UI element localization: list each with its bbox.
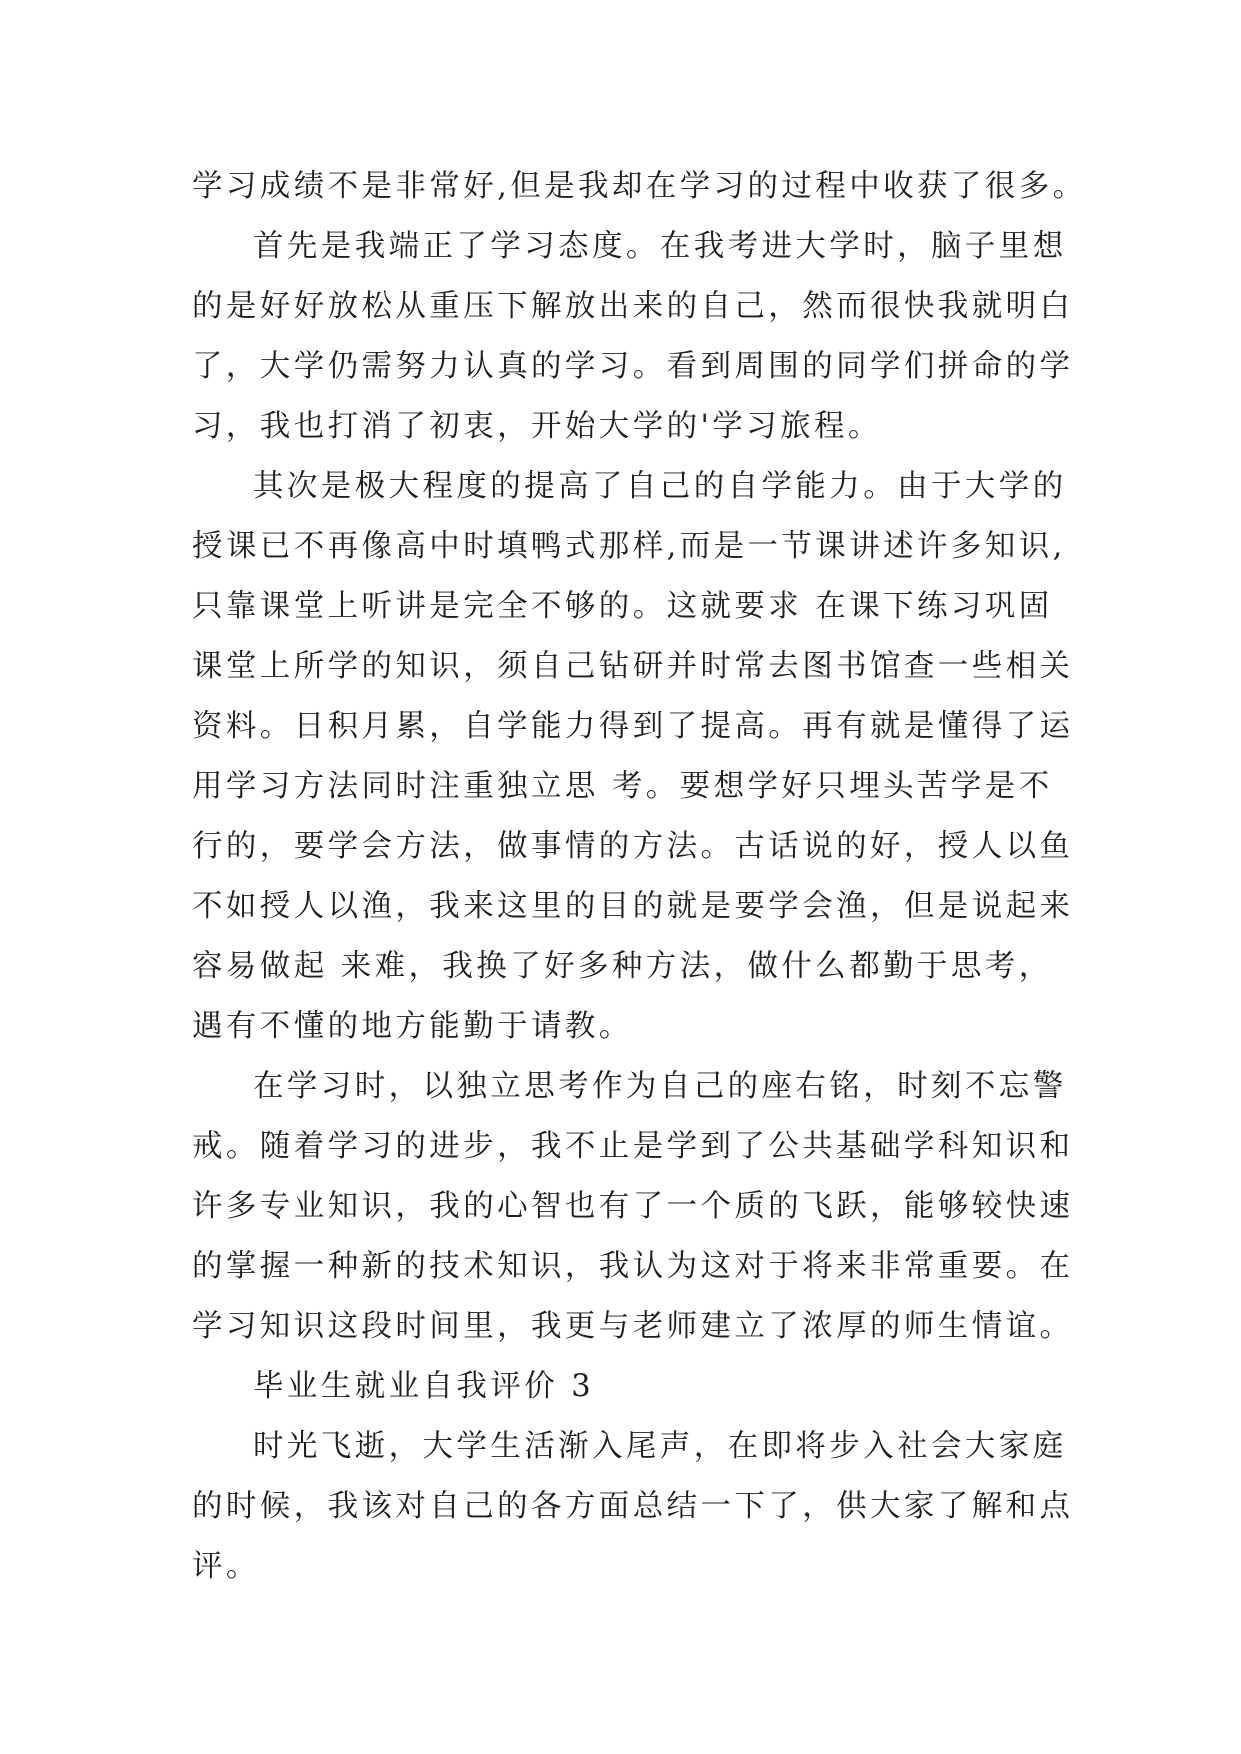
paragraph-first-line: 在学习时，以独立思考作为自己的座右铭，时刻不忘警: [253, 1069, 1067, 1104]
text-line: 学习知识这段时间里，我更与老师建立了浓厚的师生情谊。: [192, 1309, 1074, 1344]
text-line: 习，我也打消了初衷，开始大学的'学习旅程。: [192, 409, 882, 444]
text-line: 的是好好放松从重压下解放出来的自己，然而很快我就明白: [192, 289, 1074, 324]
text-line: 容易做起 来难，我换了好多种方法，做什么都勤于思考，: [192, 949, 1053, 984]
text-line: 授课已不再像高中时填鸭式那样,而是一节课讲述许多知识,: [192, 529, 1066, 564]
paragraph-first-line: 时光飞逝，大学生活渐入尾声，在即将步入社会大家庭: [253, 1429, 1067, 1464]
text-line: 评。: [192, 1549, 260, 1584]
text-line: 了，大学仍需努力认真的学习。看到周围的同学们拼命的学: [192, 349, 1074, 384]
text-line: 行的，要学会方法，做事情的方法。古话说的好，授人以鱼: [192, 829, 1074, 864]
paragraph-first-line: 其次是极大程度的提高了自己的自学能力。由于大学的: [253, 469, 1067, 504]
text-line: 遇有不懂的地方能勤于请教。: [192, 1009, 633, 1044]
text-line: 资料。日积月累，自学能力得到了提高。再有就是懂得了运: [192, 709, 1074, 744]
text-line: 许多专业知识，我的心智也有了一个质的飞跃，能够较快速: [192, 1189, 1074, 1224]
text-line: 不如授人以渔，我来这里的目的就是要学会渔，但是说起来: [192, 889, 1074, 924]
text-line: 课堂上所学的知识，须自己钻研并时常去图书馆查一些相关: [192, 649, 1074, 684]
text-line: 只靠课堂上听讲是完全不够的。这就要求 在课下练习巩固: [192, 589, 1053, 624]
text-line: 用学习方法同时注重独立思 考。要想学好只埋头苦学是不: [192, 769, 1053, 804]
text-line: 戒。随着学习的进步，我不止是学到了公共基础学科知识和: [192, 1129, 1074, 1164]
text-line: 的时候，我该对自己的各方面总结一下了，供大家了解和点: [192, 1489, 1074, 1524]
text-line: 学习成绩不是非常好,但是我却在学习的过程中收获了很多。: [192, 169, 1087, 204]
section-heading: 毕业生就业自我评价 3: [253, 1369, 594, 1404]
paragraph-first-line: 首先是我端正了学习态度。在我考进大学时，脑子里想: [253, 229, 1067, 264]
text-line: 的掌握一种新的技术知识，我认为这对于将来非常重要。在: [192, 1249, 1074, 1284]
